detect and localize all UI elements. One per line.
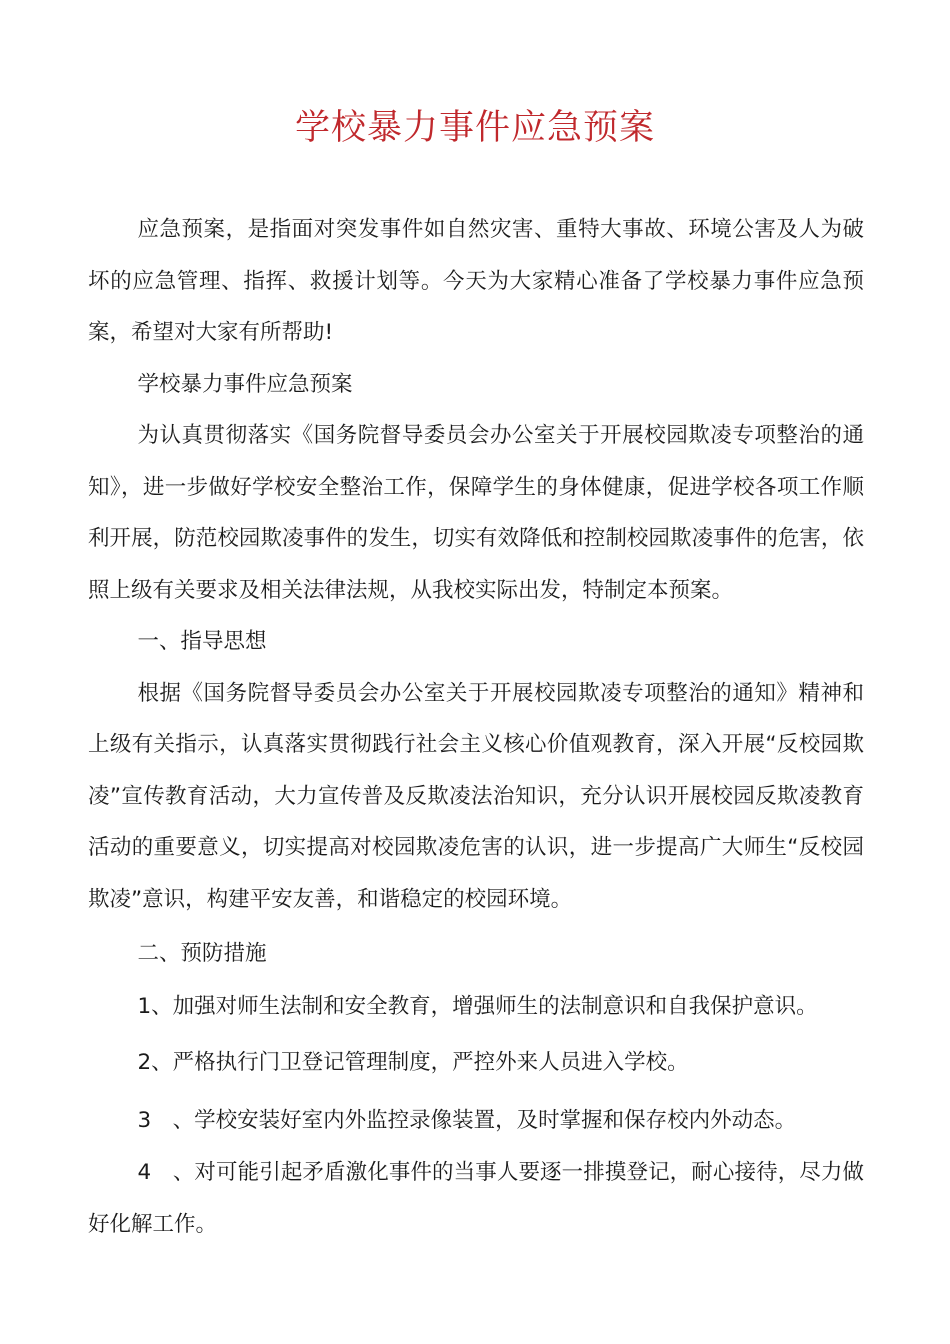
- measure-item-2: 2、严格执行门卫登记管理制度，严控外来人员进入学校。: [137, 1050, 689, 1075]
- measure-item-1: 1、加强对师生法制和安全教育，增强师生的法制意识和自我保护意识。: [137, 993, 818, 1019]
- measure-item-3: 3 、学校安装好室内外监控录像装置，及时掌握和保存校内外动态。: [137, 1107, 797, 1133]
- measure-item-4: 4 、对可能引起矛盾激化事件的当事人要逐一排摸登记，耐心接待，尽力做好化解工作。: [88, 1160, 864, 1237]
- document-title: 学校暴力事件应急预案: [294, 108, 655, 148]
- intro-paragraph: 应急预案，是指面对突发事件如自然灾害、重特大事故、环境公害及人为破坏的应急管理、指挥、救援计划等。今天为大家精心准备了学校暴力事件应急预案，希望对大家有所帮助!: [88, 217, 864, 345]
- section1-body: 根据《国务院督导委员会办公室关于开展校园欺凌专项整治的通知》精神和上级有关指示，认真落实贯彻践行社会主义核心价值观教育，深入开展“反校园欺凌”宣传教育活动，大力宣传普及反欺凌法治知识，充分认识开展校园反欺凌教育活动的重要意义，切实提高对校园欺凌危害的认识，进一步提高广大师生“反校园欺凌”意识，构建平安友善，和谐稳定的校园环境。: [88, 680, 864, 912]
- document-body: [88, 204, 864, 1250]
- subtitle-line: 学校暴力事件应急预案: [137, 371, 353, 397]
- section2-heading: 二、预防措施: [137, 941, 267, 966]
- purpose-paragraph: 为认真贯彻落实《国务院督导委员会办公室关于开展校园欺凌专项整治的通知》，进一步做好学校安全整治工作，保障学生的身体健康，促进学校各项工作顺利开展，防范校园欺凌事件的发生，切实有效降低和控制校园欺凌事件的危害，依照上级有关要求及相关法律法规，从我校实际出发，特制定本预案。: [88, 423, 864, 603]
- section1-heading: 一、指导思想: [137, 629, 267, 654]
